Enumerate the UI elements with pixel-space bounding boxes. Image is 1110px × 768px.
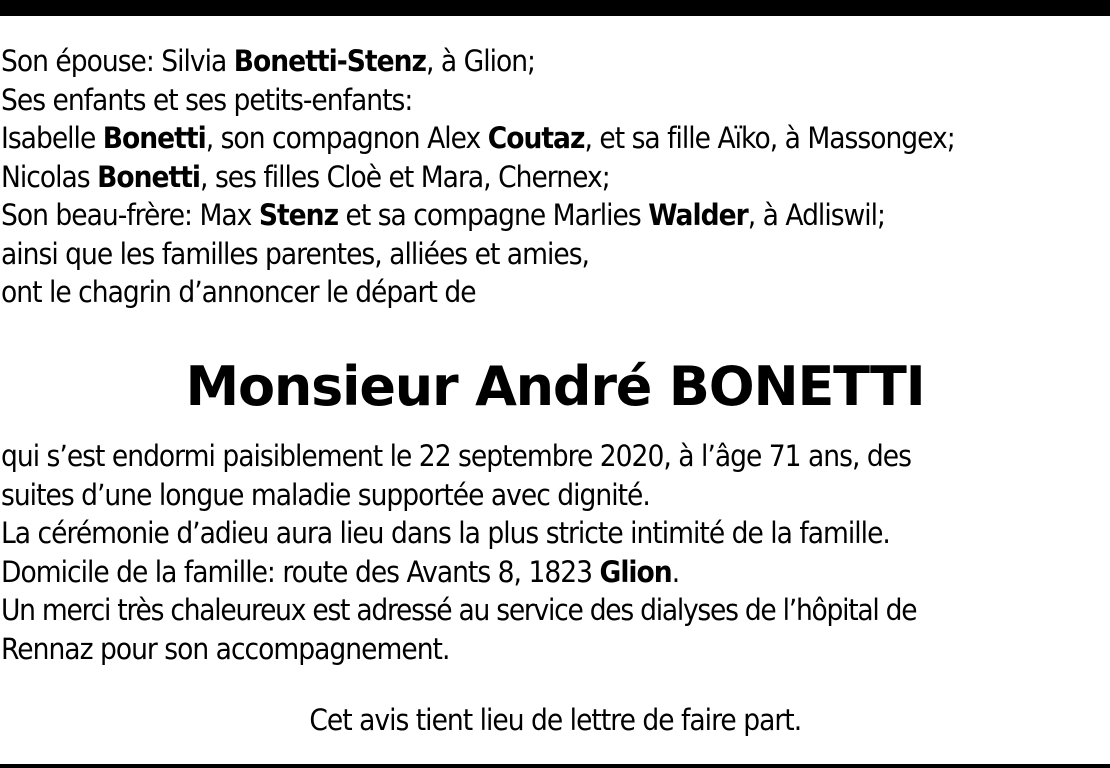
surname: Bonetti bbox=[102, 121, 206, 155]
announcement-line: ont le chagrin d’annoncer le départ de bbox=[1, 275, 476, 309]
obituary-details bbox=[1, 437, 999, 668]
closing-note bbox=[0, 700, 1110, 740]
thanks-line: Un merci très chaleureux est adressé au service des dialyses de l’hôpital de bbox=[1, 593, 917, 627]
child-line-nicolas: Nicolas Bonetti, ses filles Cloè et Mara, Chernex; bbox=[1, 159, 610, 194]
closing-text: Cet avis tient lieu de lettre de faire part. bbox=[309, 703, 801, 737]
spouse-line: Son épouse: Silvia Bonetti-Stenz, à Glion; bbox=[1, 44, 536, 78]
surname: Coutaz bbox=[487, 121, 585, 155]
family-address-line: Domicile de la famille: route des Avants 8, 1823 Glion. bbox=[1, 554, 680, 589]
top-border-rule bbox=[0, 0, 1110, 16]
brother-in-law-line: Son beau-frère: Max Stenz et sa compagne Marlies Walder, à Adliswil; bbox=[1, 198, 886, 232]
surname: Stenz bbox=[258, 198, 339, 232]
surname: Walder bbox=[648, 198, 748, 232]
town-name: Glion bbox=[599, 554, 672, 589]
children-heading: Ses enfants et ses petits-enfants: bbox=[1, 82, 413, 117]
deceased-name: Monsieur André BONETTI bbox=[185, 355, 925, 418]
bottom-border-rule bbox=[0, 764, 1110, 768]
child-line-isabelle: Isabelle Bonetti, son compagnon Alex Coutaz, et sa fille Aïko, à Massongex; bbox=[1, 121, 955, 155]
surname: Bonetti bbox=[97, 159, 201, 194]
illness-line: suites d’une longue maladie supportée avec dignité. bbox=[1, 477, 650, 512]
surname: Bonetti-Stenz bbox=[233, 44, 426, 78]
death-line: qui s’est endormi paisiblement le 22 septembre 2020, à l’âge 71 ans, des bbox=[1, 439, 911, 473]
family-announcement bbox=[1, 42, 999, 312]
thanks-line-continued: Rennaz pour son accompagnement. bbox=[1, 631, 450, 666]
extended-family-line: ainsi que les familles parentes, alliées et amies, bbox=[1, 236, 589, 271]
ceremony-line: La cérémonie d’adieu aura lieu dans la plus stricte intimité de la famille. bbox=[1, 516, 890, 550]
